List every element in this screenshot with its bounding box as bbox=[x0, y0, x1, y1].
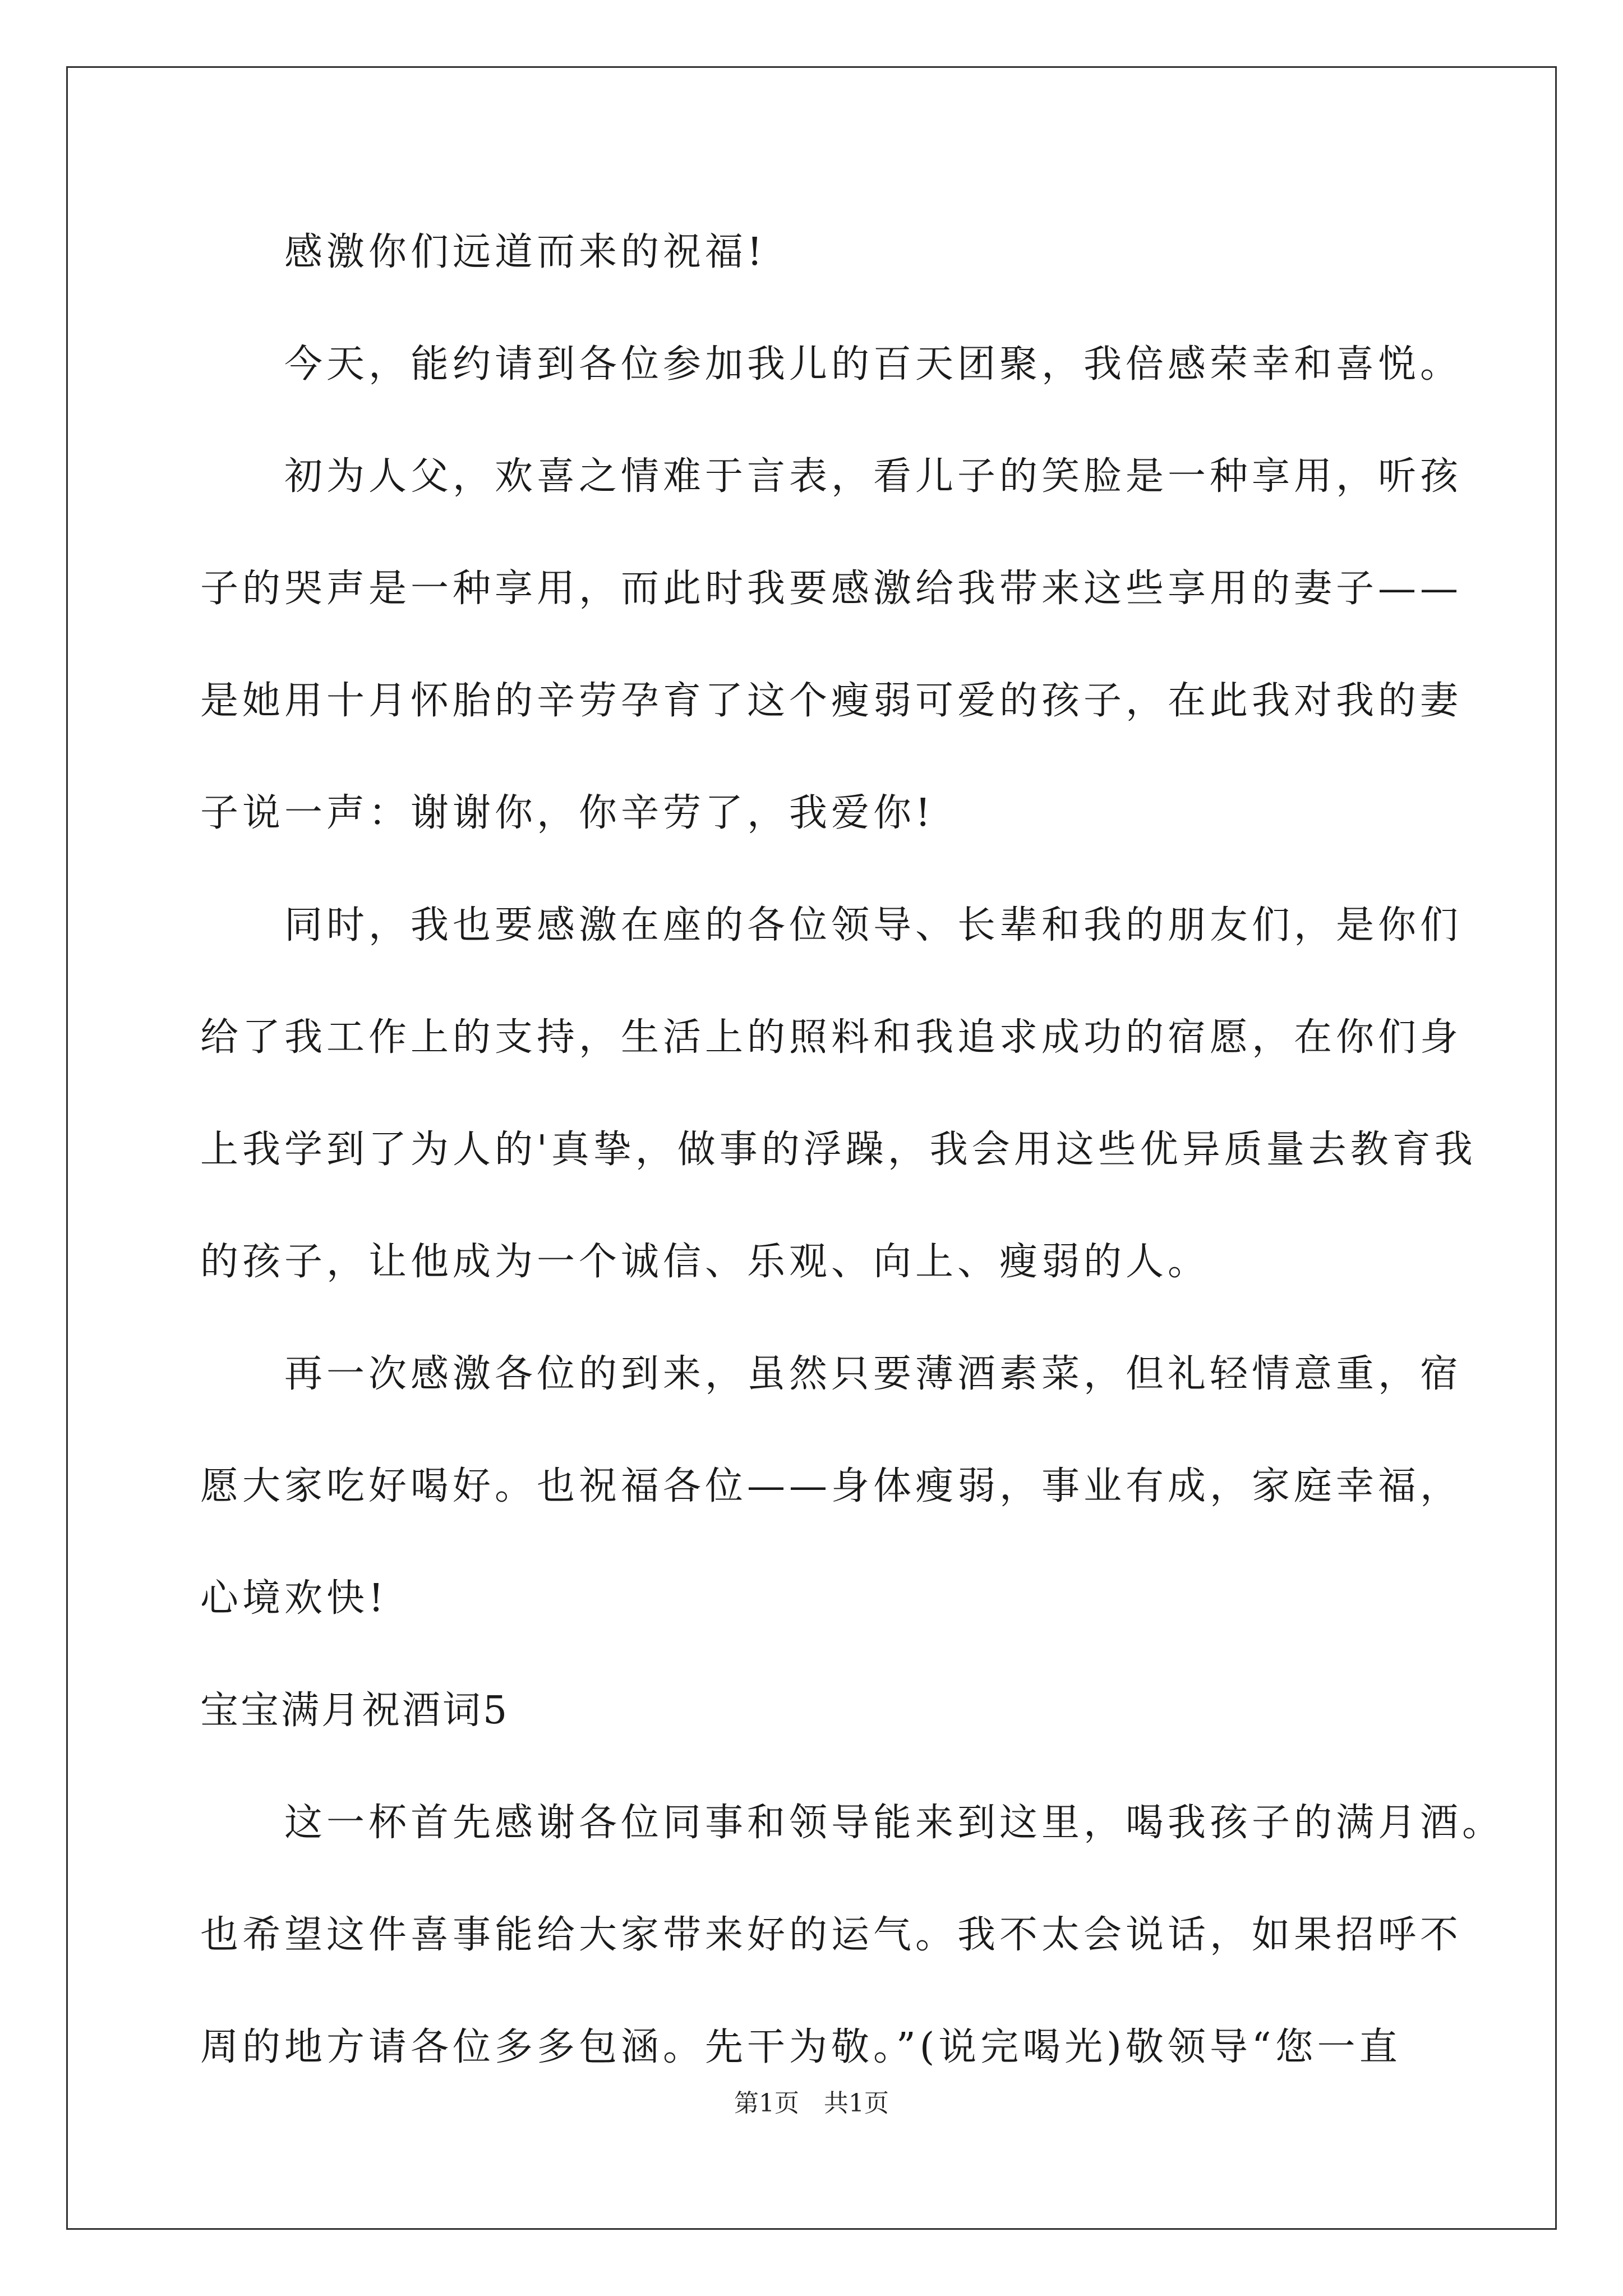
text-line: 这一杯首先感谢各位同事和领导能来到这里，喝我孩子的满月酒。 bbox=[284, 1801, 1505, 1845]
text-line: 同时，我也要感激在座的各位领导、长辈和我的朋友们，是你们 bbox=[284, 903, 1463, 947]
text-line: 愿大家吃好喝好。也祝福各位——身体瘦弱，事业有成，家庭幸福， bbox=[200, 1464, 1463, 1508]
text-line: 子的哭声是一种享用，而此时我要感激给我带来这些享用的妻子—— bbox=[200, 567, 1463, 611]
section-heading: 宝宝满月祝酒词5 bbox=[200, 1688, 510, 1733]
text-line: 是她用十月怀胎的辛劳孕育了这个瘦弱可爱的孩子，在此我对我的妻 bbox=[200, 679, 1463, 723]
page-number: 第1页 共1页 bbox=[734, 2089, 889, 2118]
text-line: 周的地方请各位多多包涵。先干为敬。”(说完喝光)敬领导“您一直 bbox=[200, 2025, 1401, 2069]
text-line: 的孩子，让他成为一个诚信、乐观、向上、瘦弱的人。 bbox=[200, 1240, 1210, 1284]
text-line: 心境欢快! bbox=[200, 1576, 388, 1621]
text-line: 感激你们远道而来的祝福! bbox=[284, 230, 767, 274]
text-line: 也希望这件喜事能给大家带来好的运气。我不太会说话，如果招呼不 bbox=[200, 1913, 1463, 1957]
text-line: 子说一声：谢谢你，你辛劳了，我爱你! bbox=[200, 791, 935, 835]
text-line: 上我学到了为人的'真挚，做事的浮躁，我会用这些优异质量去教育我 bbox=[200, 1128, 1477, 1172]
text-line: 初为人父，欢喜之情难于言表，看儿子的笑脸是一种享用，听孩 bbox=[284, 454, 1463, 499]
text-line: 给了我工作上的支持，生活上的照料和我追求成功的宿愿，在你们身 bbox=[200, 1015, 1463, 1060]
text-line: 再一次感激各位的到来，虽然只要薄酒素菜，但礼轻情意重，宿 bbox=[284, 1352, 1463, 1396]
text-line: 今天，能约请到各位参加我儿的百天团聚，我倍感荣幸和喜悦。 bbox=[284, 342, 1463, 386]
